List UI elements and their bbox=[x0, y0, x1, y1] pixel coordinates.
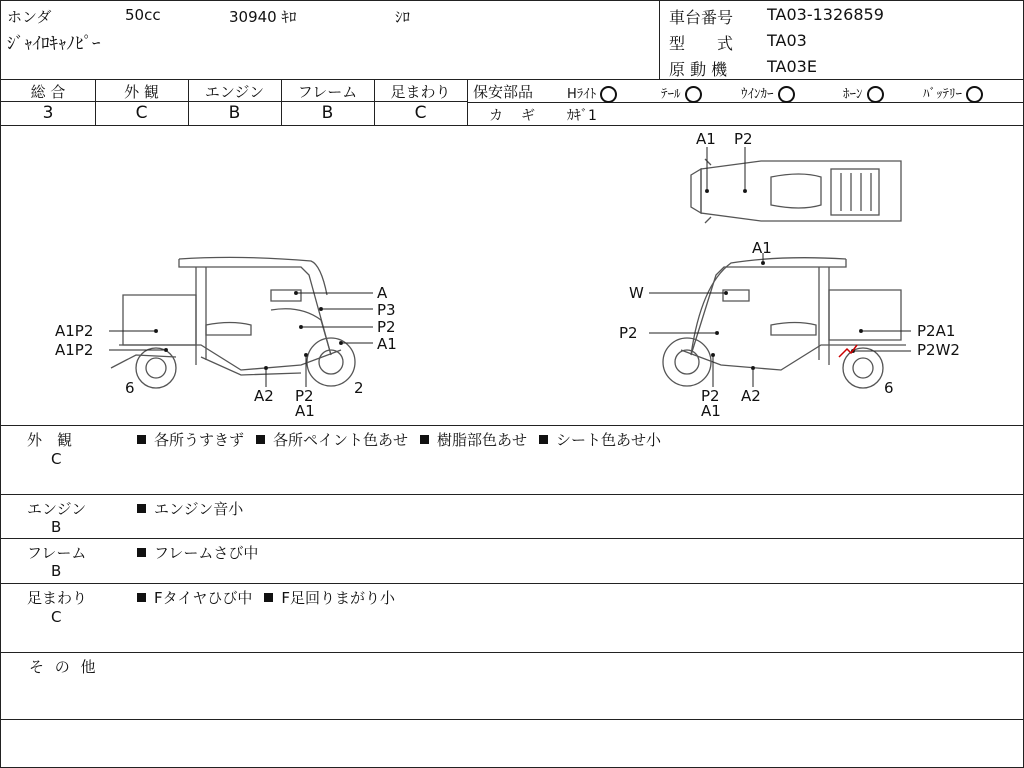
diagram-label: P2 bbox=[377, 318, 396, 336]
divider bbox=[1, 652, 1023, 653]
safety-item-label: ﾃｰﾙ bbox=[661, 87, 681, 102]
diagram-label: A2 bbox=[254, 387, 274, 405]
left-side-view bbox=[111, 257, 355, 388]
diagram-label: P2 bbox=[701, 387, 720, 405]
grade-header-engine: エンジン bbox=[204, 83, 265, 101]
bullet-square-icon bbox=[264, 593, 273, 602]
note-item: シート色あせ小 bbox=[539, 429, 661, 450]
bullet-square-icon bbox=[137, 593, 146, 602]
note-item: 各所うすきず bbox=[137, 429, 244, 450]
grade-header-exterior: 外 観 bbox=[124, 83, 159, 101]
section-notes-engine bbox=[137, 498, 255, 519]
section-grade-engine: B bbox=[51, 518, 62, 536]
safety-item-label: ﾎｰﾝ bbox=[843, 87, 863, 102]
section-notes-frame bbox=[137, 542, 270, 563]
displacement: 50cc bbox=[125, 6, 161, 24]
divider bbox=[1, 494, 1023, 495]
key-label: カ ギ bbox=[489, 108, 537, 124]
ok-circle-icon bbox=[778, 86, 795, 103]
grade-header-frame: フレーム bbox=[297, 83, 358, 101]
grade-overall: 3 bbox=[42, 103, 54, 123]
ok-circle-icon bbox=[685, 86, 702, 103]
top-view bbox=[691, 159, 901, 223]
diagram-label: A1 bbox=[377, 335, 397, 353]
grade-engine: B bbox=[228, 103, 241, 123]
diagram-label: 6 bbox=[884, 379, 894, 397]
frame-no: TA03-1326859 bbox=[767, 5, 884, 24]
bullet-square-icon bbox=[137, 504, 146, 513]
safety-item-battery bbox=[923, 83, 983, 103]
maker: ホンダ bbox=[7, 8, 52, 26]
diagram-label: A1 bbox=[701, 402, 721, 420]
diagram-label: A1P2 bbox=[55, 341, 94, 359]
mileage: 30940 ｷﾛ bbox=[229, 8, 297, 26]
right-side-view bbox=[663, 258, 906, 388]
grade-frame: B bbox=[321, 103, 334, 123]
safety-item-tail bbox=[661, 83, 702, 103]
diagram-label: P3 bbox=[377, 301, 396, 319]
divider bbox=[1, 719, 1023, 720]
color: ｼﾛ bbox=[395, 8, 411, 26]
bullet-square-icon bbox=[256, 435, 265, 444]
ok-circle-icon bbox=[600, 86, 617, 103]
diagram-label: A bbox=[377, 284, 388, 302]
section-title-other: そ の 他 bbox=[29, 658, 99, 676]
section-notes-suspension bbox=[137, 587, 407, 608]
diagram-label: P2 bbox=[619, 324, 638, 342]
ok-circle-icon bbox=[966, 86, 983, 103]
diagram-label: 6 bbox=[125, 379, 135, 397]
note-item: 樹脂部色あせ bbox=[420, 429, 527, 450]
divider bbox=[1, 425, 1023, 426]
diagram-label: A2 bbox=[741, 387, 761, 405]
diagram-label: A1P2 bbox=[55, 322, 94, 340]
model-name: ｼﾞｬｲﾛｷｬﾉﾋﾟｰ bbox=[7, 34, 101, 54]
safety-item-winker bbox=[741, 83, 795, 103]
diagram-label: A1 bbox=[752, 239, 772, 257]
ok-circle-icon bbox=[867, 86, 884, 103]
divider bbox=[1, 583, 1023, 584]
note-item: Fタイヤひび中 bbox=[137, 587, 252, 608]
divider bbox=[1, 538, 1023, 539]
grade-exterior: C bbox=[135, 103, 148, 123]
safety-item-label: ｳｲﾝｶｰ bbox=[741, 87, 774, 102]
diagram-label: A1 bbox=[295, 402, 315, 420]
damage-diagram bbox=[1, 125, 1023, 425]
note-item: フレームさび中 bbox=[137, 542, 258, 563]
section-notes-exterior bbox=[137, 429, 673, 450]
note-item: エンジン音小 bbox=[137, 498, 243, 519]
type-label: 型 式 bbox=[669, 34, 734, 53]
diagram-label: 2 bbox=[354, 379, 364, 397]
grade-header-suspension: 足まわり bbox=[390, 83, 451, 101]
engine-type: TA03E bbox=[767, 57, 817, 76]
safety-item-label: Hﾗｲﾄ bbox=[567, 87, 597, 102]
grade-suspension: C bbox=[414, 103, 427, 123]
note-item: 各所ペイント色あせ bbox=[256, 429, 408, 450]
section-grade-suspension: C bbox=[51, 608, 62, 626]
safety-item-label: ﾊﾞｯﾃﾘｰ bbox=[923, 87, 962, 102]
section-title-exterior: 外 観 bbox=[27, 431, 73, 449]
divider bbox=[659, 1, 660, 79]
diagram-label: P2 bbox=[295, 387, 314, 405]
engine-label: 原 動 機 bbox=[669, 60, 728, 79]
safety-parts-label: 保安部品 bbox=[473, 83, 534, 101]
note-item: F足回りまがり小 bbox=[264, 587, 395, 608]
section-grade-exterior: C bbox=[51, 450, 62, 468]
section-title-engine: エンジン bbox=[27, 500, 87, 518]
divider bbox=[1, 79, 1023, 80]
bullet-square-icon bbox=[137, 435, 146, 444]
diagram-label: W bbox=[629, 284, 644, 302]
section-grade-frame: B bbox=[51, 562, 62, 580]
bullet-square-icon bbox=[420, 435, 429, 444]
diagram-label: P2A1 bbox=[917, 322, 956, 340]
key-value: ｶｷﾞ1 bbox=[567, 108, 597, 124]
grade-header-overall: 総 合 bbox=[30, 83, 66, 101]
diagram-label: A1 bbox=[696, 130, 716, 148]
safety-item-horn bbox=[843, 83, 884, 103]
divider bbox=[467, 79, 468, 125]
diagram-label: P2W2 bbox=[917, 341, 960, 359]
bullet-square-icon bbox=[137, 548, 146, 557]
model-type: TA03 bbox=[767, 31, 807, 50]
section-title-suspension: 足まわり bbox=[27, 589, 88, 607]
diagram-label: P2 bbox=[734, 130, 753, 148]
frame-no-label: 車台番号 bbox=[669, 8, 734, 27]
bullet-square-icon bbox=[539, 435, 548, 444]
safety-item-headlight bbox=[567, 83, 617, 103]
section-title-frame: フレーム bbox=[27, 544, 87, 562]
